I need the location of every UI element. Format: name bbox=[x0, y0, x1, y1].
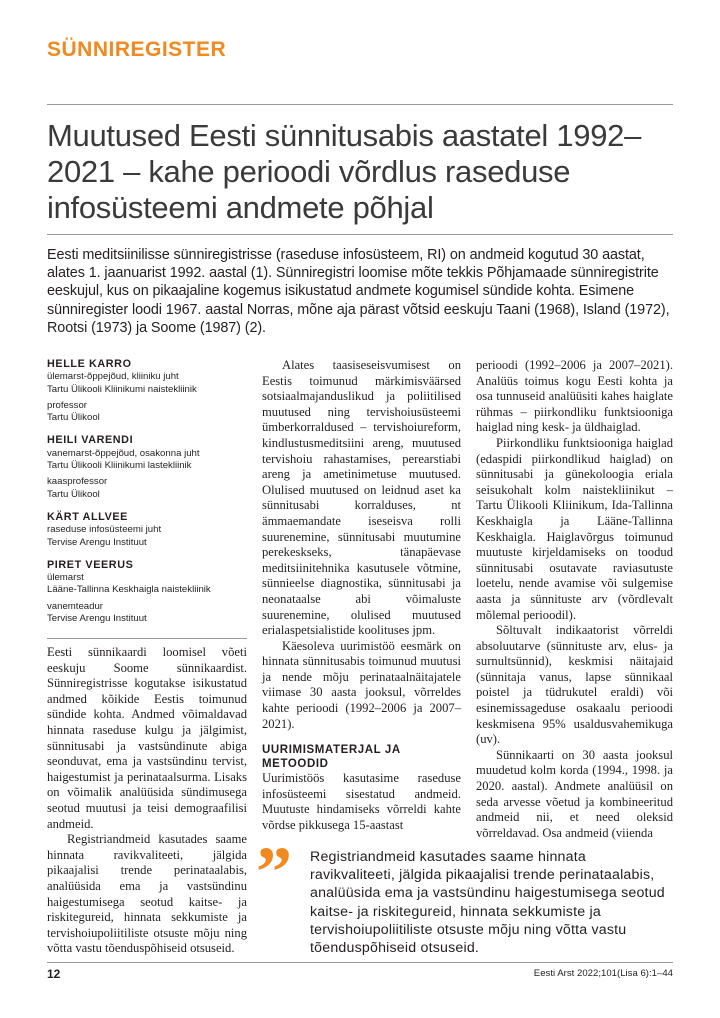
body-paragraph: Eesti sünnikaardi loomisel võeti eeskuju Soome sünnikaardist. Sünniregistrisse kogutakse isikustatud andmed kõikide Eestis toimunud sündide kohta. Andmed võimaldavad hinnata raseduse kulgu ja jälgimist, sünnitusabi ja vastsündinute abiga seonduvat, ema ja vastsündinu tervist, haigestumist ja perinataalsurma. Lisaks on võimalik analüüsida sündimusega seotud muutusi ja teisi demograafilisi andmeid. bbox=[47, 645, 247, 831]
page-number: 12 bbox=[47, 967, 61, 981]
author-affiliation: professor bbox=[47, 399, 87, 411]
author-name: HEILI VARENDI bbox=[47, 434, 134, 447]
author-affiliation: Tartu Ülikooli Kliinikumi lastekliinik bbox=[47, 460, 192, 472]
section-label: SÜNNIREGISTER bbox=[47, 38, 227, 61]
author-name: PIRET VEERUS bbox=[47, 558, 134, 571]
author-name: KÄRT ALLVEE bbox=[47, 510, 128, 523]
journal-reference: Eesti Arst 2022;101(Lisa 6):1–44 bbox=[533, 968, 673, 979]
author-block bbox=[47, 559, 247, 625]
author-affiliation: Tervise Arengu Instituut bbox=[47, 536, 147, 548]
author-affiliation: Tartu Ülikool bbox=[47, 488, 100, 500]
body-paragraph: perioodi (1992–2006 ja 2007–2021). Analüüs toimus kogu Eesti kohta ja osa tunnuseid analüüsiti kahes haiglate rühmas – piirkondliku funktsiooniga haiglad ning kesk- ja üldhaiglad. bbox=[476, 358, 673, 435]
author-list bbox=[47, 358, 247, 635]
author-name: HELLE KARRO bbox=[47, 358, 132, 370]
author-block bbox=[47, 358, 247, 424]
title-divider bbox=[47, 234, 673, 235]
body-paragraph: Sõltuvalt indikaatorist võrreldi absoluutarve (sünnituste arv, elus- ja surnultsünnid), keskmisi näitajaid (sünnitaja vanus, lapse sünnikaal poistel ja tüdrukutel eraldi) või esinemissageduse osakaalu perioodi keskmisena 95% usaldusvahemikuga (uv). bbox=[476, 623, 673, 747]
body-paragraph: Piirkondliku funktsiooniga haiglad (edaspidi piirkondlikud haiglad) on sünnitusabi ja günekoloogia eriala seisukohalt kolm naistekliinikut – Tartu Ülikooli Kliinikum, Ida-Tallinna Keskhaigla ja Lääne-Tallinna Keskhaigla. Haiglavõrgus toimunud muutuste kirjeldamiseks on toodud sünnitusabi osutavate raviasutuste loetelu, nende avamise või sulgemise aasta ja sünnituste arv (võrdlevalt mõlemal perioodil). bbox=[476, 435, 673, 622]
author-affiliation: Tartu Ülikooli Kliinikumi naistekliinik bbox=[47, 383, 197, 395]
top-divider bbox=[47, 104, 673, 105]
author-affiliation: ülemarst bbox=[47, 572, 84, 584]
body-paragraph: Alates taasiseseisvumisest on Eestis toimunud märkimisväärsed sotsiaalmajanduslikud ja poliitilised muutused ning tervishoiusüsteemi ümberkorraldused – tervishoiureform, kindlustusmeditsiini areng, muutused tervishoiu rahastamises, perearstiabi areng ja ametinimetuse muutused. Olulised muutused on leidnud aset ka sünnitusabi korralduses, nt ämmaemandate iseseisva rolli suurenemine, sünnitusabi muutumine perekeskseks, tänapäevase meditsiinitehnika kasutusele võtmine, sünnieelse diagnostika, sünnitusabi ja neonataalse abi võimaluste suurenemine, olulised muutused erialaspetsialistide koolituses jpm. bbox=[262, 358, 461, 638]
footer-divider bbox=[47, 962, 673, 963]
author-affiliation: Tervise Arengu Instituut bbox=[47, 613, 147, 625]
article-title: Muutused Eesti sünnitusabis aastatel 1992–2021 – kahe perioodi võrdlus raseduse infosüsteemi andmete põhjal bbox=[47, 118, 642, 225]
quote-mark-icon: ” bbox=[256, 832, 292, 912]
author-affiliation: vanemteadur bbox=[47, 600, 103, 612]
body-paragraph: Registriandmeid kasutades saame hinnata ravikvaliteeti, jälgida pikaajalisi trende perinataalabis, analüüsida ema ja vastsündinu haigestumisega seotud kaitse- ja riskitegureid, hinnata sekkumiste ja tervishoiupoliitiliste otsuste mõju ning võtta vastu tõenduspõhiseid otsuseid. bbox=[47, 832, 247, 956]
author-divider bbox=[47, 638, 247, 639]
section-heading: UURIMISMATERJAL JA METOODID bbox=[262, 744, 401, 771]
author-affiliation: Lääne-Tallinna Keskhaigla naistekliinik bbox=[47, 584, 211, 596]
pull-quote: Registriandmeid kasutades saame hinnata ravikvaliteeti, jälgida pikaajalisi trende perinataalabis, analüüsida ema ja vastsündinu haigestumisega seotud kaitse- ja riskitegureid, hinnata sekkumiste ja tervishoiupoliitiliste otsuste mõju ning võtta vastu tõenduspõhiseid otsuseid. bbox=[310, 849, 665, 957]
body-column-3 bbox=[476, 358, 673, 841]
author-affiliation: vanemarst-õppejõud, osakonna juht bbox=[47, 447, 200, 459]
author-affiliation: ülemarst-õppejõud, kliiniku juht bbox=[47, 371, 179, 383]
author-block bbox=[47, 434, 247, 500]
author-block bbox=[47, 511, 247, 549]
author-affiliation: kaasprofessor bbox=[47, 476, 108, 488]
author-affiliation: Tartu Ülikool bbox=[47, 412, 100, 424]
body-paragraph: Sünnikaarti on 30 aasta jooksul muudetud kolm korda (1994., 1998. ja 2020. aastal). Andmete analüüsil on seda arvesse võetud ja kombineeritud andmeid nii, et need oleksid võrreldavad. Osa andmeid (viienda bbox=[476, 747, 673, 840]
lead-paragraph: Eesti meditsiinilisse sünniregistrisse (raseduse infosüsteem, RI) on andmeid kogutud 30 aastat, alates 1. jaanuarist 1992. aastal (1). Sünniregistri loomise mõte tekkis Põhjamaade sünniregistrite eeskujul, kus on pikaajaline kogemus isikustatud andmete kogumisel sündide kohta. Esimene sünniregister loodi 1967. aastal Norras, mõne aja pärast võtsid eeskuju Taani (1968), Island (1972), Rootsi (1973) ja Soome (1987) (2). bbox=[47, 247, 670, 336]
body-column-2 bbox=[262, 358, 461, 834]
body-paragraph: Uurimistöös kasutasime raseduse infosüsteemi sisestatud andmeid. Muutuste hindamiseks võrreldi kahte võrdse pikkusega 15-aastast bbox=[262, 771, 461, 833]
body-column-1 bbox=[47, 645, 247, 957]
author-affiliation: raseduse infosüsteemi juht bbox=[47, 524, 162, 536]
body-paragraph: Käesoleva uurimistöö eesmärk on hinnata sünnitusabis toimunud muutusi ja nende mõju perinataalnäitajatele viimase 30 aasta jooksul, võrreldes kahte perioodi (1992–2006 ja 2007–2021). bbox=[262, 638, 461, 731]
